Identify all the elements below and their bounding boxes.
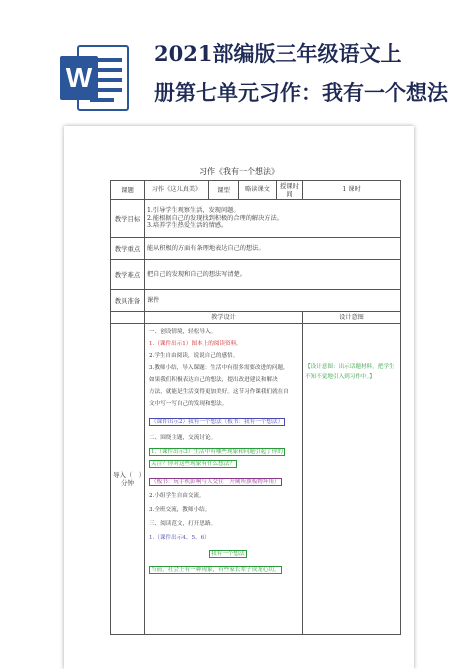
lesson-line: 1.（课件出示4、5、6） [149, 535, 210, 541]
lesson-line: 三、阅读范文，打开思路。 [149, 521, 217, 527]
document-title: 习作《我有一个想法》 [199, 167, 279, 176]
lesson-line: 如果我们积极表达自己的想法，提出改进建议和解决 [149, 377, 278, 383]
time-value: 1 课时 [303, 181, 401, 200]
label-materials: 教具准备 [111, 290, 145, 312]
page-title-line2: 册第七单元习作：我有一个想法 [154, 80, 448, 105]
goal-item: 1.引导学生观察生活，发现问题。 [147, 206, 240, 214]
type-value: 略读课文 [239, 181, 277, 200]
document-page [64, 126, 414, 669]
design-cell [145, 324, 303, 635]
intent-note: 【设计意图：出示话题材料，把学生不知不觉地引入到习作中。】 [305, 364, 395, 380]
goal-item: 3.培养学生热爱生活的情感。 [147, 222, 228, 230]
lesson-line: 3.全班交流，教师小结。 [149, 507, 211, 513]
materials-value: 课件 [145, 290, 401, 312]
lesson-line: 二、围绕主题，交流讨论。 [149, 435, 217, 441]
goals-cell [145, 200, 401, 238]
key-point-value: 能从积极的方面有条理地表达自己的想法。 [145, 238, 401, 260]
lesson-line: 文中写一写自己的发现和想法。 [149, 401, 228, 407]
lesson-line: 关注？你对这些现象有什么想法？ [151, 461, 235, 467]
lesson-line: 3.教师小结，导入课题：生活中有很多需要改进的问题， [149, 365, 289, 371]
label-topic: 课题 [111, 181, 145, 200]
label-key-point: 教学重点 [111, 238, 145, 260]
lesson-line: 1.（课件出示3）生活中有哪些现象和问题引起了你的 [151, 449, 283, 455]
stage-label: 导入（ ）分钟 [111, 324, 145, 635]
intent-cell [303, 324, 401, 635]
lesson-line: 一、创设情境，轻松导入。 [149, 329, 217, 335]
goal-item: 2.能根据自己的发现找到积极的合理的解决方法。 [147, 214, 283, 222]
lesson-line: 当前，社会上有一种现象，有些家长辈子成龙心切， [151, 567, 280, 573]
word-document-icon [60, 42, 130, 114]
design-header: 教学设计 [145, 312, 303, 324]
difficulty-value: 把自己的发现和自己的想法写清楚。 [145, 260, 401, 290]
lesson-line: 方法，就能是生活变得更加美好。这节习作课我们就在自 [149, 389, 289, 395]
lesson-plan-table [110, 180, 401, 635]
lesson-line: （板书：玩手机影响与人交往 开厕所旗板物坏角） [151, 479, 280, 485]
lesson-line: 2.小组学生自由交流。 [149, 493, 205, 499]
lesson-line: 1.（课件出示1）图本上的阅读资料。 [149, 341, 242, 347]
intent-header: 设计意图 [303, 312, 401, 324]
lesson-line: （课件出示2）我有一个想法（板书：我有一个想法） [151, 419, 284, 425]
header [0, 0, 474, 112]
label-difficulty: 教学难点 [111, 260, 145, 290]
lesson-line: 我有一个想法 [211, 551, 245, 557]
topic-value: 习作《这儿真美》 [145, 181, 209, 200]
svg-text:W: W [65, 62, 93, 93]
lesson-line: 2.学生自由阅读，说说自己的感悟。 [149, 353, 239, 359]
label-time: 授课时间 [277, 181, 303, 200]
label-goals: 教学目标 [111, 200, 145, 238]
label-type: 课型 [209, 181, 239, 200]
page-title-line1: 2021部编版三年级语文上 [154, 41, 402, 66]
